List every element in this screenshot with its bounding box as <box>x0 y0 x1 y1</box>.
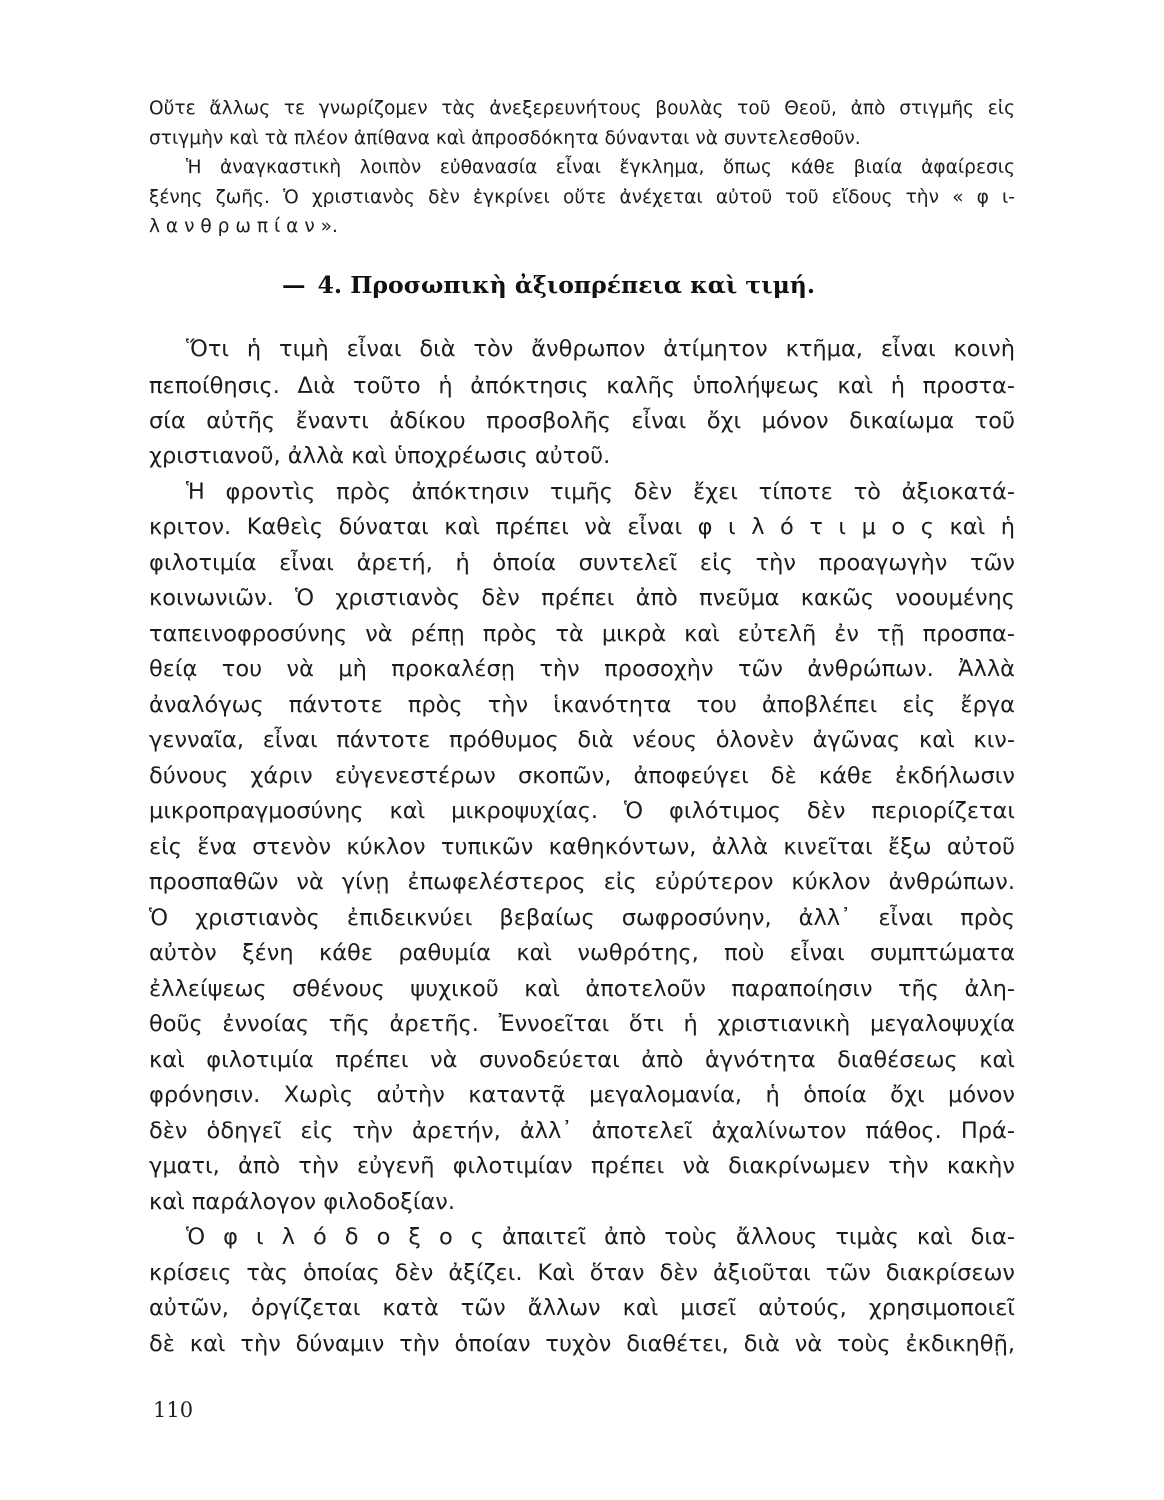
text-line: σία αὐτῆς ἔναντι ἀδίκου προσβολῆς εἶναι ὄχι μόνον δικαίωμα τοῦ <box>149 408 1015 434</box>
text-line: κοινωνιῶν. Ὁ χριστιανὸς δὲν πρέπει ἀπὸ πνεῦμα κακῶς νοουμένης <box>149 585 1015 611</box>
text-line: Ὁ φ ι λ ό δ ο ξ ο ς ἀπαιτεῖ ἀπὸ τοὺς ἄλλους τιμὰς καὶ δια- <box>186 1224 1015 1250</box>
text-line: στιγμὴν καὶ τὰ πλέον ἀπίθανα καὶ ἀπροσδόκητα δύνανται νὰ συντελεσθοῦν. <box>149 128 861 149</box>
text-line: αὐτῶν, ὀργίζεται κατὰ τῶν ἄλλων καὶ μισεῖ αὐτούς, χρησιμοποιεῖ <box>149 1295 1015 1321</box>
text-line: καὶ παράλογον φιλοδοξίαν. <box>149 1189 456 1215</box>
text-line: Οὔτε ἄλλως τε γνωρίζομεν τὰς ἀνεξερευνήτους βουλὰς τοῦ Θεοῦ, ἀπὸ στιγμῆς εἰς <box>149 98 1015 119</box>
text-line: κριτον. Καθεὶς δύναται καὶ πρέπει νὰ εἶναι φ ι λ ό τ ι μ ο ς καὶ ἡ <box>149 514 1015 540</box>
text-line: πεποίθησις. Διὰ τοῦτο ἡ ἀπόκτησις καλῆς ὑπολήψεως καὶ ἡ προστα- <box>149 373 1015 399</box>
text-line: κρίσεις τὰς ὁποίας δὲν ἀξίζει. Καὶ ὅταν δὲν ἀξιοῦται τῶν διακρίσεων <box>149 1260 1015 1286</box>
text-line: θοῦς ἐννοίας τῆς ἀρετῆς. Ἐννοεῖται ὅτι ἡ χριστιανικὴ μεγαλοψυχία <box>149 1011 1015 1037</box>
text-line: καὶ φιλοτιμία πρέπει νὰ συνοδεύεται ἀπὸ ἁγνότητα διαθέσεως καὶ <box>149 1047 1015 1073</box>
text-line: δὲ καὶ τὴν δύναμιν τὴν ὁποίαν τυχὸν διαθέτει, διὰ νὰ τοὺς ἐκδικηθῇ, <box>149 1331 1015 1357</box>
text-line: χριστιανοῦ, ἀλλὰ καὶ ὑποχρέωσις αὐτοῦ. <box>149 443 611 469</box>
text-line: Ἡ φροντὶς πρὸς ἀπόκτησιν τιμῆς δὲν ἔχει τίποτε τὸ ἀξιοκατά- <box>186 479 1015 505</box>
text-line: εἰς ἕνα στενὸν κύκλον τυπικῶν καθηκόντων, ἀλλὰ κινεῖται ἔξω αὐτοῦ <box>149 834 1015 860</box>
text-line: θείᾳ του νὰ μὴ προκαλέσῃ τὴν προσοχὴν τῶν ἀνθρώπων. Ἀλλὰ <box>149 656 1015 682</box>
heading-dash: — <box>282 271 306 299</box>
text-line: ἀναλόγως πάντοτε πρὸς τὴν ἱκανότητα του ἀποβλέπει εἰς ἔργα <box>149 692 1015 718</box>
text-line: προσπαθῶν νὰ γίνῃ ἐπωφελέστερος εἰς εὐρύτερον κύκλον ἀνθρώπων. <box>149 869 1015 895</box>
text-line: αὐτὸν ξένη κάθε ραθυμία καὶ νωθρότης, ποὺ εἶναι συμπτώματα <box>149 940 1015 966</box>
text-line: ταπεινοφροσύνης νὰ ρέπῃ πρὸς τὰ μικρὰ καὶ εὐτελῆ ἐν τῇ προσπα- <box>149 621 1015 647</box>
page-number: 110 <box>153 1398 194 1422</box>
text-line: φρόνησιν. Χωρὶς αὐτὴν καταντᾷ μεγαλομανία, ἡ ὁποία ὄχι μόνον <box>149 1082 1015 1108</box>
text-line: δὲν ὁδηγεῖ εἰς τὴν ἀρετήν, ἀλλ᾽ ἀποτελεῖ ἀχαλίνωτον πάθος. Πρά- <box>149 1118 1015 1144</box>
text-line: μικροπραγμοσύνης καὶ μικροψυχίας. Ὁ φιλότιμος δὲν περιορίζεται <box>149 798 1015 824</box>
text-line: ξένης ζωῆς. Ὁ χριστιανὸς δὲν ἐγκρίνει οὔτε ἀνέχεται αὐτοῦ τοῦ εἴδους τὴν « φ ι- <box>149 187 1015 208</box>
text-line: γματι, ἀπὸ τὴν εὐγενῆ φιλοτιμίαν πρέπει νὰ διακρίνωμεν τὴν κακὴν <box>149 1153 1015 1179</box>
section-heading <box>282 268 815 302</box>
text-line: Ἡ ἀναγκαστικὴ λοιπὸν εὐθανασία εἶναι ἔγκλημα, ὅπως κάθε βιαία ἀφαίρεσις <box>186 157 1015 178</box>
text-line: γενναῖα, εἶναι πάντοτε πρόθυμος διὰ νέους ὁλονὲν ἀγῶνας καὶ κιν- <box>149 727 1015 753</box>
text-line: Ὁ χριστιανὸς ἐπιδεικνύει βεβαίως σωφροσύνην, ἀλλ᾽ εἶναι πρὸς <box>149 905 1015 931</box>
text-line: Ὅτι ἡ τιμὴ εἶναι διὰ τὸν ἄνθρωπον ἀτίμητον κτῆμα, εἶναι κοινὴ <box>186 336 1015 362</box>
text-line: δύνους χάριν εὐγενεστέρων σκοπῶν, ἀποφεύγει δὲ κάθε ἐκδήλωσιν <box>149 763 1015 789</box>
text-line: λ α ν θ ρ ω π ί α ν ». <box>149 216 338 237</box>
text-line: φιλοτιμία εἶναι ἀρετή, ἡ ὁποία συντελεῖ εἰς τὴν προαγωγὴν τῶν <box>149 550 1015 576</box>
text-line: ἐλλείψεως σθένους ψυχικοῦ καὶ ἀποτελοῦν παραποίησιν τῆς ἀλη- <box>149 976 1015 1002</box>
heading-title: 4. Προσωπικὴ ἀξιοπρέπεια καὶ τιμή. <box>317 271 816 299</box>
